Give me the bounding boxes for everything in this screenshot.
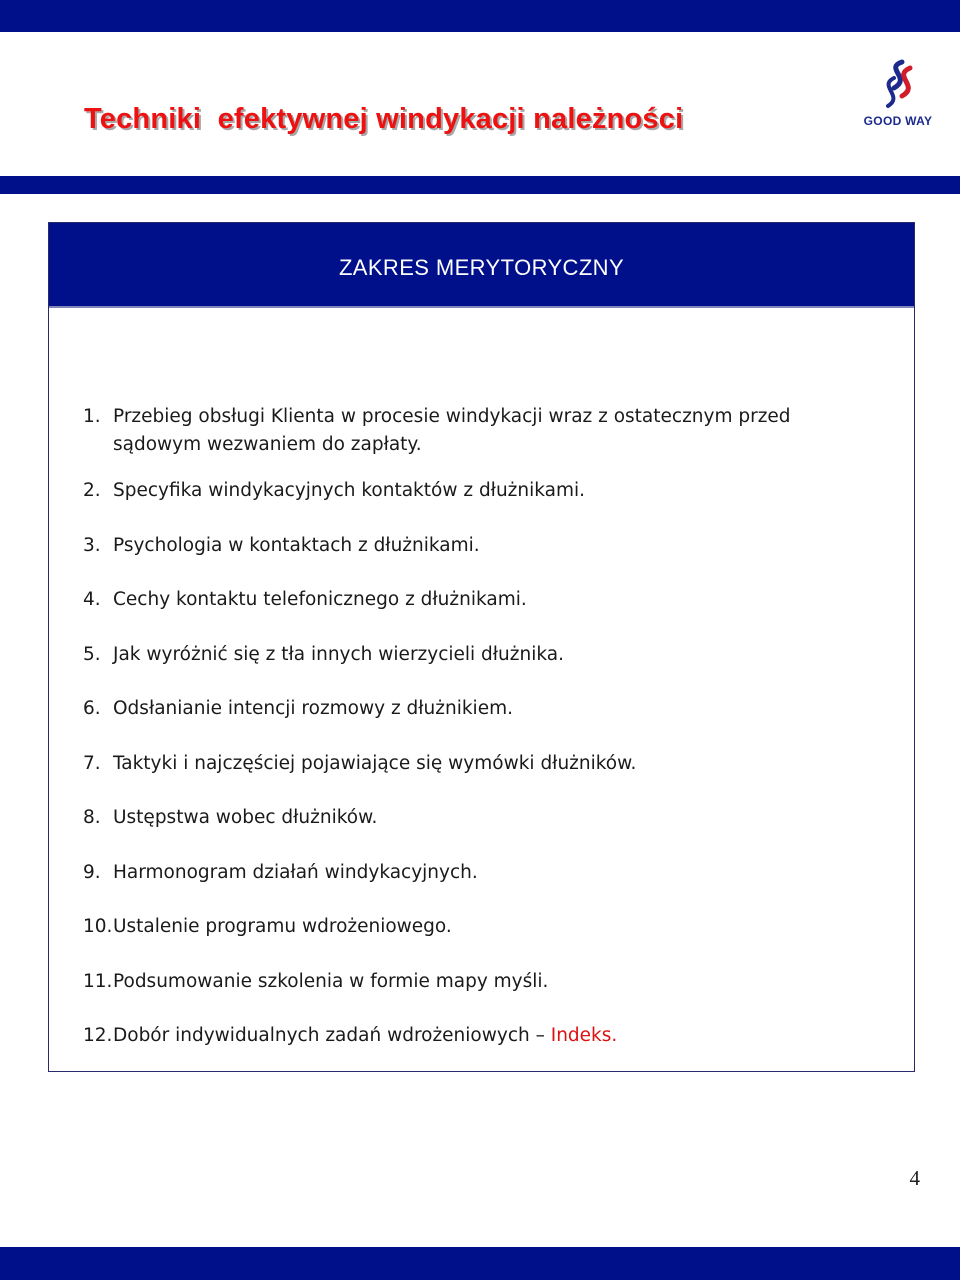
content-panel <box>48 222 915 1072</box>
item-text: Ustalenie programu wdrożeniowego. <box>113 916 452 937</box>
list-item <box>83 913 843 941</box>
item-number: 11. <box>83 971 113 992</box>
list-item <box>83 804 843 832</box>
item-number: 5. <box>83 644 101 665</box>
list-item <box>83 403 843 459</box>
list-item <box>83 477 843 505</box>
item-number: 3. <box>83 535 101 556</box>
item-text: Podsumowanie szkolenia w formie mapy myśli. <box>113 971 549 992</box>
list-item <box>83 532 843 560</box>
panel-header <box>49 223 914 308</box>
item-text: Harmonogram działań windykacyjnych. <box>113 862 478 883</box>
item-text: Ustępstwa wobec dłużników. <box>113 807 378 828</box>
item-text: Jak wyróżnić się z tła innych wierzycieli dłużnika. <box>113 644 564 665</box>
item-text: Specyfika windykacyjnych kontaktów z dłużnikami. <box>113 480 586 501</box>
item-number: 4. <box>83 589 101 610</box>
item-number: 6. <box>83 698 101 719</box>
list-item <box>83 859 843 887</box>
item-text: Cechy kontaktu telefonicznego z dłużnikami. <box>113 589 527 610</box>
page-title: Techniki efektywnej windykacji należności <box>84 103 684 135</box>
item-number: 12. <box>83 1025 113 1046</box>
list-item <box>83 641 843 669</box>
item-text: Dobór indywidualnych zadań wdrożeniowych – <box>113 1025 551 1046</box>
list-item <box>83 1022 843 1050</box>
item-text: Przebieg obsługi Klienta w procesie windykacji wraz z ostatecznym przed sądowym wezwaniem do zapłaty. <box>113 406 791 455</box>
item-number: 9. <box>83 862 101 883</box>
item-number: 1. <box>83 406 101 427</box>
panel-heading: ZAKRES MERYTORYCZNY <box>338 254 625 280</box>
item-text: Psychologia w kontaktach z dłużnikami. <box>113 535 480 556</box>
page-number: 4 <box>909 1166 920 1190</box>
top-band <box>0 0 960 32</box>
item-number: 2. <box>83 480 101 501</box>
item-text-wrapper <box>113 1022 843 1050</box>
logo <box>860 58 936 132</box>
item-text: Taktyki i najczęściej pojawiające się wymówki dłużników. <box>113 753 637 774</box>
item-number: 10. <box>83 916 113 937</box>
list-item <box>83 586 843 614</box>
item-text: Odsłanianie intencji rozmowy z dłużnikiem. <box>113 698 513 719</box>
item-number: 8. <box>83 807 101 828</box>
item-number: 7. <box>83 753 101 774</box>
list-item <box>83 968 843 996</box>
list-item <box>83 750 843 778</box>
index-link-text: Indeks. <box>550 1025 618 1046</box>
bottom-band <box>0 1247 960 1280</box>
good-way-wave-logo-icon <box>872 58 924 114</box>
logo-text: GOOD WAY <box>863 114 933 128</box>
list-item <box>83 695 843 723</box>
header-separator-band <box>0 176 960 194</box>
